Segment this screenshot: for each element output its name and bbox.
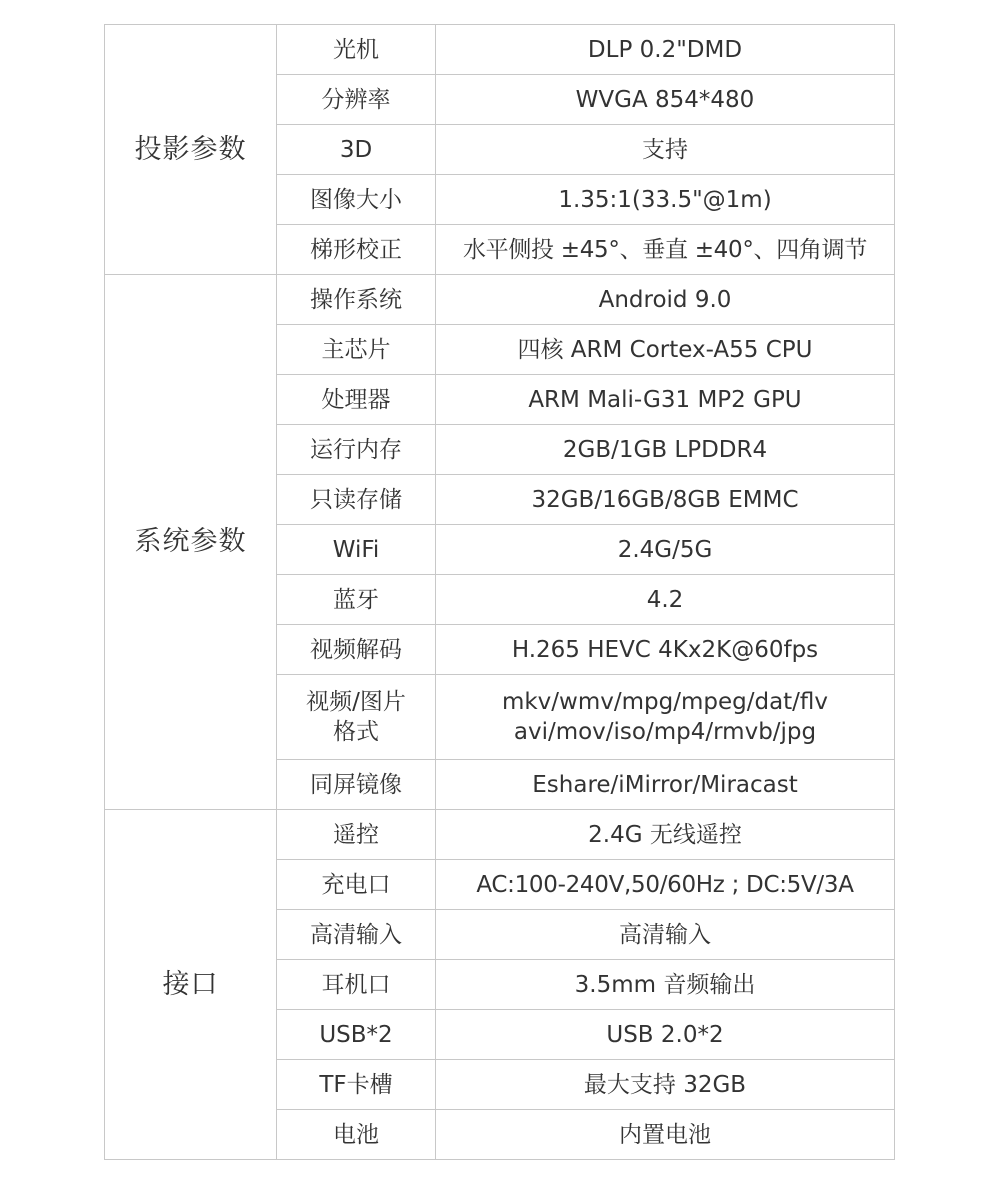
spec-value-line: mkv/wmv/mpg/mpeg/dat/flv [501, 689, 829, 715]
table-row [105, 810, 895, 860]
spec-value: 1.35:1(33.5"@1m) [436, 175, 895, 225]
spec-label: 电池 [277, 1110, 436, 1160]
spec-value: USB 2.0*2 [436, 1010, 895, 1060]
spec-value: 32GB/16GB/8GB EMMC [436, 475, 895, 525]
spec-value: 内置电池 [436, 1110, 895, 1160]
spec-label: 图像大小 [277, 175, 436, 225]
spec-value: 四核 ARM Cortex-A55 CPU [436, 325, 895, 375]
spec-label: 操作系统 [277, 275, 436, 325]
spec-value [436, 675, 895, 760]
spec-label: USB*2 [277, 1010, 436, 1060]
spec-value: 2GB/1GB LPDDR4 [436, 425, 895, 475]
spec-label: 3D [277, 125, 436, 175]
spec-value: 高清输入 [436, 910, 895, 960]
spec-value: 最大支持 32GB [436, 1060, 895, 1110]
spec-label: 耳机口 [277, 960, 436, 1010]
spec-label: 同屏镜像 [277, 760, 436, 810]
spec-value: Eshare/iMirror/Miracast [436, 760, 895, 810]
spec-label: 光机 [277, 25, 436, 75]
spec-value: 2.4G 无线遥控 [436, 810, 895, 860]
spec-label: 只读存储 [277, 475, 436, 525]
spec-value: 支持 [436, 125, 895, 175]
spec-label: 处理器 [277, 375, 436, 425]
spec-label: 充电口 [277, 860, 436, 910]
spec-label: 蓝牙 [277, 575, 436, 625]
spec-value: ARM Mali-G31 MP2 GPU [436, 375, 895, 425]
spec-value: H.265 HEVC 4Kx2K@60fps [436, 625, 895, 675]
category-cell: 接口 [105, 810, 277, 1160]
table-row [105, 275, 895, 325]
spec-value: Android 9.0 [436, 275, 895, 325]
spec-label: 视频解码 [277, 625, 436, 675]
spec-label: 主芯片 [277, 325, 436, 375]
spec-value: 2.4G/5G [436, 525, 895, 575]
spec-label [277, 675, 436, 760]
spec-label: TF卡槽 [277, 1060, 436, 1110]
spec-label: 梯形校正 [277, 225, 436, 275]
spec-value: 4.2 [436, 575, 895, 625]
spec-table [104, 24, 895, 1160]
spec-label: 遥控 [277, 810, 436, 860]
spec-value-line: avi/mov/iso/mp4/rmvb/jpg [513, 719, 817, 745]
category-cell: 投影参数 [105, 25, 277, 275]
spec-value: DLP 0.2"DMD [436, 25, 895, 75]
spec-value: 3.5mm 音频输出 [436, 960, 895, 1010]
spec-label-line: 格式 [333, 719, 379, 745]
spec-label-line: 视频/图片 [306, 689, 406, 715]
spec-value: AC:100-240V,50/60Hz ; DC:5V/3A [436, 860, 895, 910]
category-cell: 系统参数 [105, 275, 277, 810]
spec-label: 高清输入 [277, 910, 436, 960]
spec-value: WVGA 854*480 [436, 75, 895, 125]
spec-label: 运行内存 [277, 425, 436, 475]
spec-label: WiFi [277, 525, 436, 575]
spec-value: 水平侧投 ±45°、垂直 ±40°、四角调节 [436, 225, 895, 275]
spec-label: 分辨率 [277, 75, 436, 125]
table-row [105, 25, 895, 75]
